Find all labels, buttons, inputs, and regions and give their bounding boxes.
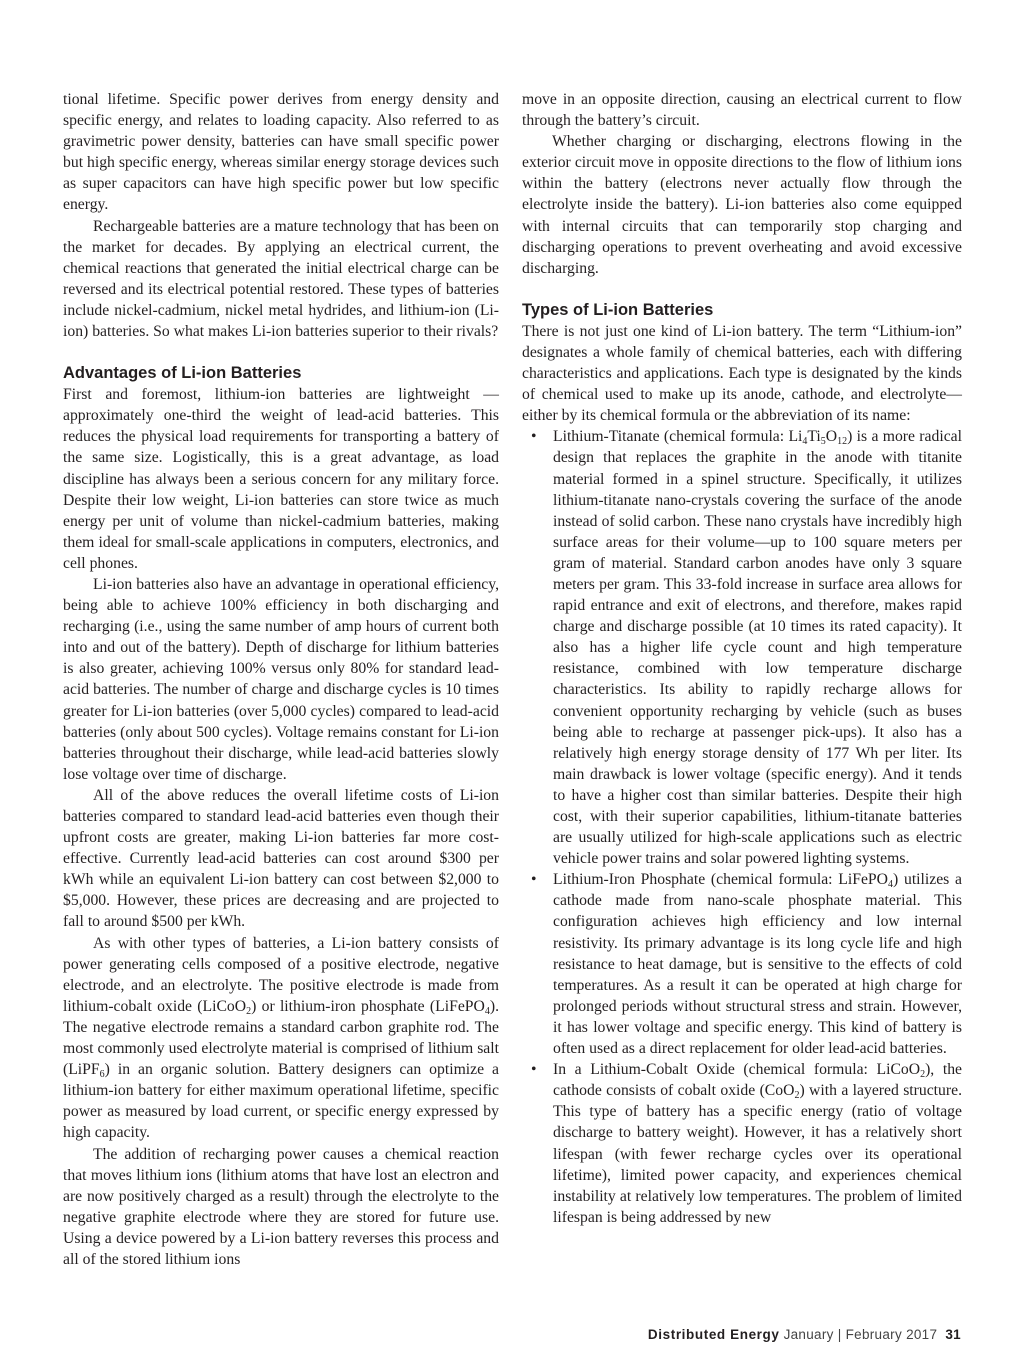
paragraph: tional lifetime. Specific power derives from energy density and specific energy, and relates to loading capacity. Also referred to as gravimetric power density, batteries can have small specific power but high specific energy, whereas similar energy storage devices such as super capacitors can have high specific power but low specific energy. xyxy=(63,91,499,214)
text-run: ), the cathode consists of cobalt oxide (CoO xyxy=(553,1061,963,1100)
left-column xyxy=(63,89,499,1270)
bullet-icon: • xyxy=(531,1061,537,1079)
subscript: 12 xyxy=(837,436,848,448)
text-run: Lithium-Iron Phosphate (chemical formula: LiFePO xyxy=(553,871,888,889)
subscript: 6 xyxy=(99,1069,105,1081)
subscript: 2 xyxy=(794,1090,800,1102)
section-heading-types: Types of Li-ion Batteries xyxy=(522,300,714,319)
subscript: 5 xyxy=(820,436,826,448)
text-run: ) utilizes a cathode made from nano-scale phosphate material. This configuration achieves high efficiency and low internal resistivity. Its primary advantage is its long cycle life and high resistance to heat damage, but is sensitive to the effects of cold temperatures. As a result it can be operated at high charge for prolonged periods without structural stress and strain. However, it has lower voltage and specific energy. This kind of battery is often used as a direct replacement for older lead-acid batteries. xyxy=(553,871,963,1058)
paragraph: Rechargeable batteries are a mature technology that has been on the market for decades. By applying an electrical current, the chemical reactions that generated the initial electrical charge can be reversed and its electrical potential restored. These types of batteries include nickel-cadmium, nickel metal hydrides, and lithium-ion (Li-ion) batteries. So what makes Li-ion batteries superior to their rivals? xyxy=(63,217,499,341)
text-run: ) in an organic solution. Battery designers can optimize a lithium-ion battery for either maximum operational lifetime, specific power as measured by load current, or specific energy expressed by high capacity. xyxy=(63,1061,499,1142)
list-item-lithium-iron-phosphate xyxy=(522,869,962,1059)
page-footer xyxy=(648,1327,961,1342)
bullet-icon: • xyxy=(531,428,537,446)
paragraph: First and foremost, lithium-ion batteries are lightweight —approximately one-third the weight of lead-acid batteries. This reduces the physical load requirements for transporting a battery of the same size. Logistically, this is a great advantage, as load discipline has always been a serious concern for any military force. Despite their low weight, Li-ion batteries can store twice as much energy per unit of volume than nickel-cadmium batteries, making them ideal for small-scale applications in computers, electronics, and cell phones. xyxy=(63,386,499,572)
subscript: 4 xyxy=(484,1005,490,1017)
text-run: ). The negative electrode remains a standard carbon graphite rod. The most commonly used electrolyte material is comprised of lithium salt (LiPF xyxy=(63,997,499,1079)
text-run: Lithium-Titanate (chemical formula: Li xyxy=(553,428,803,446)
paragraph: The addition of recharging power causes a chemical reaction that moves lithium ions (lithium atoms that have lost an electron and are now positively charged as a result) through the electrolyte to the negative graphite electrode where they are stored for future use. Using a device powered by a Li-ion battery reverses this process and all of the stored lithium ions xyxy=(63,1145,499,1268)
list-item-lithium-titanate xyxy=(522,426,962,869)
paragraph: All of the above reduces the overall lifetime costs of Li-ion batteries compared to standard lead-acid batteries even though their upfront costs are greater, making Li-ion batteries far more cost-effective. Currently lead-acid batteries can cost around $300 per kWh while an equivalent Li-ion battery can cost between $2,000 to $5,000. However, these prices are decreasing and are projected to fall to around $500 per kWh. xyxy=(63,786,499,931)
paragraph-electrodes xyxy=(63,933,499,1144)
text-run: Ti xyxy=(807,428,821,446)
list-item-lithium-cobalt-oxide xyxy=(522,1059,962,1228)
bullet-icon: • xyxy=(531,871,537,889)
text-run: O xyxy=(825,428,838,446)
text-run: ) or lithium-iron phosphate (LiFePO xyxy=(251,997,485,1015)
battery-types-list xyxy=(522,426,962,1228)
paragraph: There is not just one kind of Li-ion battery. The term “Lithium-ion” designates a whole family of chemical batteries, each with differing characteristics and applications. Each type is designated by the kinds of chemical used to make up its anode, cathode, and electrolyte—either by its chemical formula or the abbreviation of its name: xyxy=(522,322,962,425)
publication-name: Distributed Energy xyxy=(647,1327,780,1342)
right-column xyxy=(522,89,962,1228)
paragraph: Whether charging or discharging, electrons flowing in the exterior circuit move in opposite directions to the flow of lithium ions within the battery (electrons never actually flow through the electrolyte inside the battery). Li-ion batteries also come equipped with internal circuits that can temporarily stop charging and discharging operations to prevent overheating and avoid excessive discharging. xyxy=(522,133,962,277)
subscript: 2 xyxy=(920,1069,926,1081)
paragraph: move in an opposite direction, causing an electrical current to flow through the battery’s circuit. xyxy=(522,91,962,130)
page-number: 31 xyxy=(945,1327,961,1342)
paragraph: Li-ion batteries also have an advantage in operational efficiency, being able to achieve 100% efficiency in both discharging and recharging (i.e., using the same number of amp hours of current both into and out of the battery). Depth of discharge for lithium batteries is also greater, achieving 100% versus only 80% for standard lead-acid batteries. The number of charge and discharge cycles is 10 times greater for Li-ion batteries (over 5,000 cycles) compared to lead-acid batteries (only about 500 cycles). Voltage remains constant for Li-ion batteries throughout their discharge, while lead-acid batteries slowly lose voltage over time of discharge. xyxy=(63,575,499,783)
issue-date: January | February 2017 xyxy=(783,1327,938,1342)
text-run: In a Lithium-Cobalt Oxide (chemical formula: LiCoO xyxy=(553,1061,921,1079)
section-heading-advantages: Advantages of Li-ion Batteries xyxy=(63,364,302,383)
text-run: ) with a layered structure. This type of battery has a specific energy (ratio of voltage discharge to battery weight). However, it has a relatively short lifespan (with fewer recharge cycles over its operational lifetime), limited power capacity, and experiences chemical instability at relatively low temperatures. The problem of limited lifespan is being addressed by new xyxy=(553,1082,962,1226)
subscript: 4 xyxy=(802,436,808,448)
text-run: ) is a more radical design that replaces the graphite in the anode with titanite material formed in a spinel structure. Specifically, it utilizes lithium-titanate nano-crystals covering the surface of the anode instead of solid carbon. These nano crystals have incredibly high surface areas for their volume—up to 100 square meters per gram of material. Standard carbon anodes have only 3 square meters per gram. This 33-fold increase in surface area allows for rapid entrance and exit of electrons, and therefore, makes rapid charge and discharge possible (at 10 times its rated capacity). It also has a higher life cycle count and high temperature resistance, combined with low temperature discharge characteristics. Its ability to rapidly recharge allows for convenient opportunity recharging by vehicle (such as buses being able to recharge at passenger pick-ups). It also has a relatively high energy storage density of 177 Wh per liter. Its main drawback is lower voltage (specific energy). And it tends to have a higher cost than similar batteries. Despite their high cost, with their superior capabilities, lithium-titanate batteries are usually utilized for high-scale applications such as electric vehicle power trains and solar powered lighting systems. xyxy=(553,428,962,868)
subscript: 2 xyxy=(246,1005,252,1017)
subscript: 4 xyxy=(887,879,893,891)
text-run: As with other types of batteries, a Li-ion battery consists of power generating cells composed of a positive electrode, negative electrode, and an electrolyte. The positive electrode is made from lithium-cobalt oxide (LiCoO xyxy=(63,934,499,1015)
